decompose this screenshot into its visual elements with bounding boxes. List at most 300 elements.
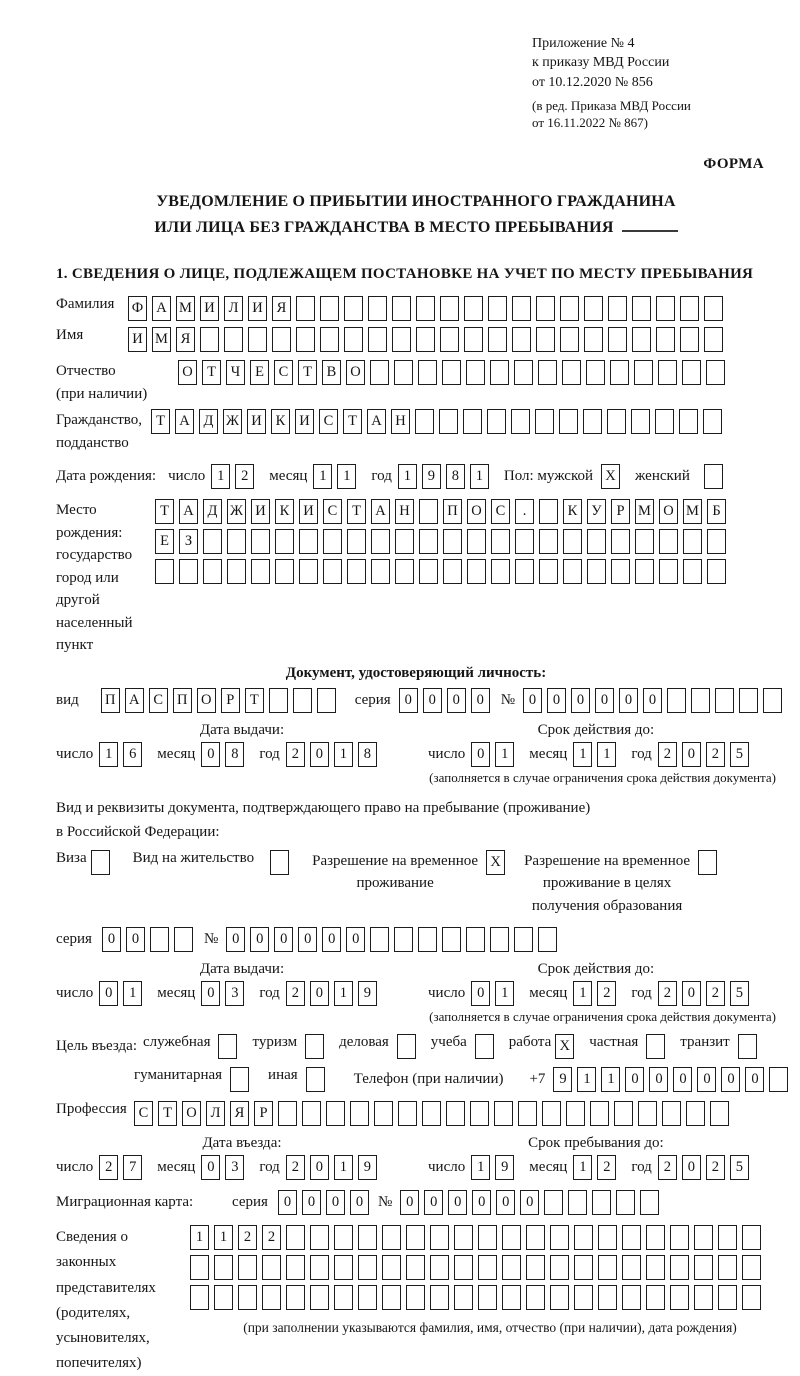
- char-box[interactable]: [150, 927, 169, 952]
- char-box[interactable]: О: [197, 688, 216, 713]
- char-box[interactable]: [574, 1225, 593, 1250]
- char-box[interactable]: 0: [274, 927, 293, 952]
- char-box[interactable]: 0: [298, 927, 317, 952]
- char-box[interactable]: И: [248, 296, 267, 321]
- char-box[interactable]: [607, 409, 626, 434]
- char-box[interactable]: [536, 327, 555, 352]
- char-box[interactable]: 0: [471, 742, 490, 767]
- char-box[interactable]: 0: [400, 1190, 419, 1215]
- char-box[interactable]: [478, 1285, 497, 1310]
- char-box[interactable]: 0: [423, 688, 442, 713]
- char-box[interactable]: 0: [399, 688, 418, 713]
- char-box[interactable]: [382, 1255, 401, 1280]
- checkbox-business[interactable]: [218, 1034, 237, 1059]
- checkbox-private[interactable]: [646, 1034, 665, 1059]
- char-box[interactable]: [539, 559, 558, 584]
- char-box[interactable]: [491, 529, 510, 554]
- char-box[interactable]: [430, 1225, 449, 1250]
- char-box[interactable]: [742, 1225, 761, 1250]
- char-box[interactable]: [704, 327, 723, 352]
- doc-number-boxes[interactable]: [523, 688, 787, 713]
- char-box[interactable]: 0: [643, 688, 662, 713]
- char-box[interactable]: [742, 1285, 761, 1310]
- char-box[interactable]: [635, 559, 654, 584]
- char-box[interactable]: [464, 296, 483, 321]
- issue-month-boxes[interactable]: [201, 742, 249, 767]
- char-box[interactable]: А: [175, 409, 194, 434]
- valid-day-boxes[interactable]: [471, 742, 519, 767]
- char-box[interactable]: [608, 296, 627, 321]
- char-box[interactable]: 1: [99, 742, 118, 767]
- char-box[interactable]: К: [271, 409, 290, 434]
- char-box[interactable]: [710, 1101, 729, 1126]
- char-box[interactable]: Б: [707, 499, 726, 524]
- char-box[interactable]: Д: [203, 499, 222, 524]
- char-box[interactable]: 6: [123, 742, 142, 767]
- phone-boxes[interactable]: [553, 1067, 793, 1092]
- char-box[interactable]: [587, 559, 606, 584]
- char-box[interactable]: 1: [337, 464, 356, 489]
- char-box[interactable]: [272, 327, 291, 352]
- char-box[interactable]: [587, 529, 606, 554]
- char-box[interactable]: 1: [577, 1067, 596, 1092]
- char-box[interactable]: 0: [721, 1067, 740, 1092]
- char-box[interactable]: Л: [224, 296, 243, 321]
- birth-place-row3-boxes[interactable]: [155, 559, 731, 584]
- char-box[interactable]: [616, 1190, 635, 1215]
- char-box[interactable]: [670, 1255, 689, 1280]
- char-box[interactable]: 0: [447, 688, 466, 713]
- char-box[interactable]: [278, 1101, 297, 1126]
- char-box[interactable]: [299, 559, 318, 584]
- char-box[interactable]: 1: [398, 464, 417, 489]
- char-box[interactable]: [418, 360, 437, 385]
- char-box[interactable]: 2: [706, 1155, 725, 1180]
- char-box[interactable]: 1: [573, 742, 592, 767]
- char-box[interactable]: [439, 409, 458, 434]
- char-box[interactable]: 9: [358, 1155, 377, 1180]
- char-box[interactable]: [454, 1225, 473, 1250]
- char-box[interactable]: С: [149, 688, 168, 713]
- char-box[interactable]: [262, 1255, 281, 1280]
- char-box[interactable]: 0: [682, 742, 701, 767]
- char-box[interactable]: [538, 360, 557, 385]
- representatives-row3-boxes[interactable]: [190, 1285, 790, 1310]
- char-box[interactable]: [550, 1285, 569, 1310]
- char-box[interactable]: 1: [123, 981, 142, 1006]
- char-box[interactable]: 5: [730, 742, 749, 767]
- char-box[interactable]: [512, 296, 531, 321]
- char-box[interactable]: А: [371, 499, 390, 524]
- char-box[interactable]: [574, 1255, 593, 1280]
- char-box[interactable]: [542, 1101, 561, 1126]
- char-box[interactable]: А: [125, 688, 144, 713]
- char-box[interactable]: [682, 360, 701, 385]
- char-box[interactable]: [679, 409, 698, 434]
- char-box[interactable]: [419, 499, 438, 524]
- char-box[interactable]: Ж: [223, 409, 242, 434]
- char-box[interactable]: [464, 327, 483, 352]
- char-box[interactable]: [598, 1225, 617, 1250]
- char-box[interactable]: [323, 529, 342, 554]
- char-box[interactable]: [491, 559, 510, 584]
- char-box[interactable]: [467, 529, 486, 554]
- char-box[interactable]: [286, 1225, 305, 1250]
- char-box[interactable]: 2: [658, 742, 677, 767]
- char-box[interactable]: [502, 1225, 521, 1250]
- char-box[interactable]: [584, 327, 603, 352]
- char-box[interactable]: 0: [99, 981, 118, 1006]
- char-box[interactable]: Я: [272, 296, 291, 321]
- char-box[interactable]: [190, 1255, 209, 1280]
- char-box[interactable]: [203, 559, 222, 584]
- char-box[interactable]: У: [587, 499, 606, 524]
- char-box[interactable]: 0: [673, 1067, 692, 1092]
- char-box[interactable]: [694, 1255, 713, 1280]
- char-box[interactable]: [275, 529, 294, 554]
- char-box[interactable]: [512, 327, 531, 352]
- char-box[interactable]: [454, 1255, 473, 1280]
- char-box[interactable]: [494, 1101, 513, 1126]
- char-box[interactable]: [590, 1101, 609, 1126]
- char-box[interactable]: [446, 1101, 465, 1126]
- char-box[interactable]: [227, 559, 246, 584]
- char-box[interactable]: С: [274, 360, 293, 385]
- char-box[interactable]: [622, 1285, 641, 1310]
- char-box[interactable]: А: [152, 296, 171, 321]
- char-box[interactable]: 0: [310, 742, 329, 767]
- entry-day-boxes[interactable]: [99, 1155, 147, 1180]
- char-box[interactable]: [638, 1101, 657, 1126]
- char-box[interactable]: 9: [553, 1067, 572, 1092]
- char-box[interactable]: [422, 1101, 441, 1126]
- char-box[interactable]: 2: [706, 742, 725, 767]
- char-box[interactable]: [454, 1285, 473, 1310]
- char-box[interactable]: [490, 927, 509, 952]
- char-box[interactable]: [418, 927, 437, 952]
- char-box[interactable]: [334, 1285, 353, 1310]
- char-box[interactable]: 2: [286, 981, 305, 1006]
- char-box[interactable]: [347, 529, 366, 554]
- char-box[interactable]: [466, 360, 485, 385]
- char-box[interactable]: [502, 1285, 521, 1310]
- char-box[interactable]: [395, 559, 414, 584]
- char-box[interactable]: [769, 1067, 788, 1092]
- char-box[interactable]: [526, 1285, 545, 1310]
- char-box[interactable]: 1: [573, 1155, 592, 1180]
- profession-boxes[interactable]: [134, 1101, 734, 1126]
- char-box[interactable]: [371, 529, 390, 554]
- char-box[interactable]: [478, 1255, 497, 1280]
- entry-year-boxes[interactable]: [286, 1155, 382, 1180]
- char-box[interactable]: Н: [395, 499, 414, 524]
- char-box[interactable]: [742, 1255, 761, 1280]
- char-box[interactable]: [430, 1255, 449, 1280]
- char-box[interactable]: 9: [358, 981, 377, 1006]
- char-box[interactable]: 0: [126, 927, 145, 952]
- char-box[interactable]: Т: [202, 360, 221, 385]
- char-box[interactable]: Т: [245, 688, 264, 713]
- doc-series-boxes[interactable]: [399, 688, 495, 713]
- char-box[interactable]: 1: [495, 742, 514, 767]
- char-box[interactable]: [614, 1101, 633, 1126]
- char-box[interactable]: [358, 1255, 377, 1280]
- char-box[interactable]: [622, 1225, 641, 1250]
- char-box[interactable]: 3: [225, 1155, 244, 1180]
- char-box[interactable]: [646, 1285, 665, 1310]
- char-box[interactable]: В: [322, 360, 341, 385]
- char-box[interactable]: 8: [446, 464, 465, 489]
- char-box[interactable]: Т: [298, 360, 317, 385]
- char-box[interactable]: [320, 327, 339, 352]
- migration-series-boxes[interactable]: [278, 1190, 374, 1215]
- char-box[interactable]: 1: [597, 742, 616, 767]
- char-box[interactable]: Ч: [226, 360, 245, 385]
- char-box[interactable]: [584, 296, 603, 321]
- char-box[interactable]: [515, 529, 534, 554]
- char-box[interactable]: 0: [682, 1155, 701, 1180]
- char-box[interactable]: [538, 927, 557, 952]
- char-box[interactable]: С: [323, 499, 342, 524]
- char-box[interactable]: 1: [190, 1225, 209, 1250]
- checkbox-transit[interactable]: [738, 1034, 757, 1059]
- char-box[interactable]: [566, 1101, 585, 1126]
- issue2-year-boxes[interactable]: [286, 981, 382, 1006]
- char-box[interactable]: [656, 327, 675, 352]
- char-box[interactable]: [694, 1225, 713, 1250]
- char-box[interactable]: [296, 296, 315, 321]
- char-box[interactable]: 0: [595, 688, 614, 713]
- char-box[interactable]: [368, 296, 387, 321]
- char-box[interactable]: [251, 529, 270, 554]
- char-box[interactable]: [334, 1225, 353, 1250]
- char-box[interactable]: 9: [495, 1155, 514, 1180]
- char-box[interactable]: Р: [254, 1101, 273, 1126]
- char-box[interactable]: И: [200, 296, 219, 321]
- char-box[interactable]: М: [152, 327, 171, 352]
- char-box[interactable]: Я: [230, 1101, 249, 1126]
- char-box[interactable]: [286, 1255, 305, 1280]
- char-box[interactable]: [686, 1101, 705, 1126]
- char-box[interactable]: [526, 1255, 545, 1280]
- char-box[interactable]: 2: [658, 1155, 677, 1180]
- char-box[interactable]: [394, 360, 413, 385]
- char-box[interactable]: Л: [206, 1101, 225, 1126]
- char-box[interactable]: [563, 529, 582, 554]
- char-box[interactable]: [632, 327, 651, 352]
- char-box[interactable]: Т: [155, 499, 174, 524]
- char-box[interactable]: 1: [334, 742, 353, 767]
- char-box[interactable]: [662, 1101, 681, 1126]
- char-box[interactable]: [392, 296, 411, 321]
- char-box[interactable]: [544, 1190, 563, 1215]
- char-box[interactable]: [406, 1255, 425, 1280]
- char-box[interactable]: .: [515, 499, 534, 524]
- stay-day-boxes[interactable]: [471, 1155, 519, 1180]
- checkbox-temp-permit[interactable]: X: [486, 850, 505, 875]
- char-box[interactable]: [622, 1255, 641, 1280]
- char-box[interactable]: О: [346, 360, 365, 385]
- char-box[interactable]: [179, 559, 198, 584]
- char-box[interactable]: 0: [523, 688, 542, 713]
- char-box[interactable]: 0: [496, 1190, 515, 1215]
- surname-boxes[interactable]: [128, 296, 728, 321]
- char-box[interactable]: [718, 1225, 737, 1250]
- char-box[interactable]: [703, 409, 722, 434]
- char-box[interactable]: Р: [611, 499, 630, 524]
- char-box[interactable]: Д: [199, 409, 218, 434]
- birth-year-boxes[interactable]: [398, 464, 494, 489]
- char-box[interactable]: [515, 559, 534, 584]
- char-box[interactable]: И: [299, 499, 318, 524]
- char-box[interactable]: [320, 296, 339, 321]
- char-box[interactable]: 3: [225, 981, 244, 1006]
- char-box[interactable]: 2: [658, 981, 677, 1006]
- char-box[interactable]: [646, 1255, 665, 1280]
- char-box[interactable]: [248, 327, 267, 352]
- char-box[interactable]: [293, 688, 312, 713]
- char-box[interactable]: М: [635, 499, 654, 524]
- char-box[interactable]: [214, 1255, 233, 1280]
- char-box[interactable]: [227, 529, 246, 554]
- char-box[interactable]: О: [467, 499, 486, 524]
- char-box[interactable]: 1: [313, 464, 332, 489]
- char-box[interactable]: [704, 296, 723, 321]
- char-box[interactable]: [659, 559, 678, 584]
- char-box[interactable]: [488, 296, 507, 321]
- char-box[interactable]: А: [179, 499, 198, 524]
- char-box[interactable]: [395, 529, 414, 554]
- char-box[interactable]: [646, 1225, 665, 1250]
- char-box[interactable]: 2: [597, 1155, 616, 1180]
- birth-day-boxes[interactable]: [211, 464, 259, 489]
- issue2-day-boxes[interactable]: [99, 981, 147, 1006]
- char-box[interactable]: [608, 327, 627, 352]
- doc-kind-boxes[interactable]: [101, 688, 341, 713]
- char-box[interactable]: [691, 688, 710, 713]
- char-box[interactable]: 1: [211, 464, 230, 489]
- birth-place-row2-boxes[interactable]: [155, 529, 731, 554]
- char-box[interactable]: [574, 1285, 593, 1310]
- char-box[interactable]: [358, 1285, 377, 1310]
- checkbox-commercial[interactable]: [397, 1034, 416, 1059]
- char-box[interactable]: 0: [201, 742, 220, 767]
- char-box[interactable]: [190, 1285, 209, 1310]
- checkbox-sex-male[interactable]: X: [601, 464, 620, 489]
- char-box[interactable]: [518, 1101, 537, 1126]
- checkbox-visa[interactable]: [91, 850, 110, 875]
- checkbox-edu-permit[interactable]: [698, 850, 717, 875]
- char-box[interactable]: 0: [448, 1190, 467, 1215]
- char-box[interactable]: [430, 1285, 449, 1310]
- char-box[interactable]: [214, 1285, 233, 1310]
- char-box[interactable]: [514, 360, 533, 385]
- char-box[interactable]: 0: [310, 981, 329, 1006]
- checkbox-work[interactable]: X: [555, 1034, 574, 1059]
- char-box[interactable]: 1: [495, 981, 514, 1006]
- char-box[interactable]: П: [173, 688, 192, 713]
- char-box[interactable]: С: [134, 1101, 153, 1126]
- valid2-year-boxes[interactable]: [658, 981, 754, 1006]
- char-box[interactable]: Р: [221, 688, 240, 713]
- char-box[interactable]: [463, 409, 482, 434]
- char-box[interactable]: 0: [520, 1190, 539, 1215]
- char-box[interactable]: [526, 1225, 545, 1250]
- char-box[interactable]: 1: [601, 1067, 620, 1092]
- char-box[interactable]: [656, 296, 675, 321]
- char-box[interactable]: 0: [201, 981, 220, 1006]
- char-box[interactable]: [382, 1285, 401, 1310]
- char-box[interactable]: [394, 927, 413, 952]
- char-box[interactable]: 8: [225, 742, 244, 767]
- char-box[interactable]: 1: [470, 464, 489, 489]
- char-box[interactable]: [368, 327, 387, 352]
- char-box[interactable]: К: [563, 499, 582, 524]
- char-box[interactable]: [442, 360, 461, 385]
- char-box[interactable]: [560, 296, 579, 321]
- char-box[interactable]: 0: [424, 1190, 443, 1215]
- char-box[interactable]: [224, 327, 243, 352]
- migration-number-boxes[interactable]: [400, 1190, 664, 1215]
- char-box[interactable]: 1: [334, 981, 353, 1006]
- char-box[interactable]: 1: [214, 1225, 233, 1250]
- char-box[interactable]: 0: [226, 927, 245, 952]
- char-box[interactable]: [632, 296, 651, 321]
- char-box[interactable]: [392, 327, 411, 352]
- char-box[interactable]: [560, 327, 579, 352]
- issue-day-boxes[interactable]: [99, 742, 147, 767]
- char-box[interactable]: [344, 296, 363, 321]
- char-box[interactable]: [707, 529, 726, 554]
- char-box[interactable]: [296, 327, 315, 352]
- char-box[interactable]: [670, 1225, 689, 1250]
- char-box[interactable]: [490, 360, 509, 385]
- char-box[interactable]: Т: [347, 499, 366, 524]
- char-box[interactable]: [442, 927, 461, 952]
- char-box[interactable]: 0: [310, 1155, 329, 1180]
- char-box[interactable]: 2: [286, 742, 305, 767]
- char-box[interactable]: [550, 1225, 569, 1250]
- char-box[interactable]: [286, 1285, 305, 1310]
- char-box[interactable]: [514, 927, 533, 952]
- char-box[interactable]: С: [319, 409, 338, 434]
- char-box[interactable]: [443, 559, 462, 584]
- char-box[interactable]: 0: [649, 1067, 668, 1092]
- char-box[interactable]: [334, 1255, 353, 1280]
- char-box[interactable]: [611, 529, 630, 554]
- char-box[interactable]: 2: [99, 1155, 118, 1180]
- char-box[interactable]: [406, 1225, 425, 1250]
- valid2-month-boxes[interactable]: [573, 981, 621, 1006]
- char-box[interactable]: [550, 1255, 569, 1280]
- char-box[interactable]: [262, 1285, 281, 1310]
- char-box[interactable]: [174, 927, 193, 952]
- char-box[interactable]: 1: [573, 981, 592, 1006]
- char-box[interactable]: 0: [472, 1190, 491, 1215]
- issue2-month-boxes[interactable]: [201, 981, 249, 1006]
- char-box[interactable]: [350, 1101, 369, 1126]
- given-name-boxes[interactable]: [128, 327, 728, 352]
- char-box[interactable]: [667, 688, 686, 713]
- char-box[interactable]: [440, 327, 459, 352]
- valid-year-boxes[interactable]: [658, 742, 754, 767]
- char-box[interactable]: [419, 559, 438, 584]
- char-box[interactable]: 0: [471, 688, 490, 713]
- char-box[interactable]: [467, 559, 486, 584]
- char-box[interactable]: [640, 1190, 659, 1215]
- residence-series-boxes[interactable]: [102, 927, 198, 952]
- char-box[interactable]: 8: [358, 742, 377, 767]
